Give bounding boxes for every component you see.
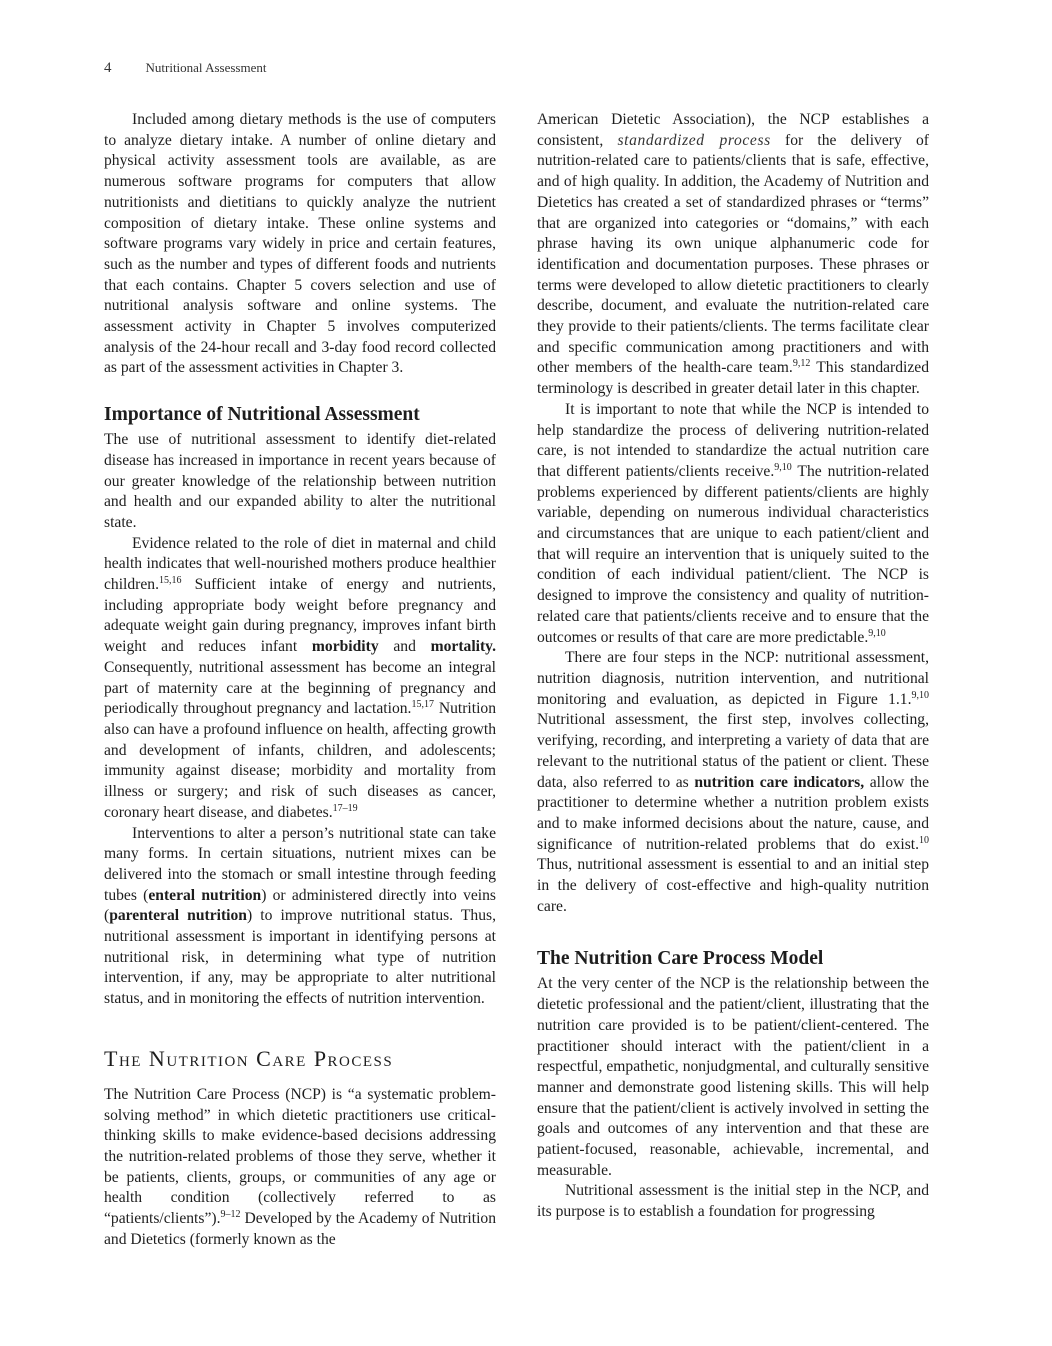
citation: 9,12 bbox=[792, 358, 811, 370]
key-term: parenteral nutrition bbox=[109, 907, 247, 925]
key-term: mortality. bbox=[430, 638, 497, 656]
text-run: The nutrition-related problems experienced by different patients/clients are highly variable, depending on numerous individual characteristics and circumstances that are unique to each patient/client and that will require an intervention that is uniquely suited to the condition of each individual patient/client. The NCP is designed to improve the consistency and quality of nutrition-related care that patients/clients receive and to ensure that the outcomes or results of that care are more predictable. bbox=[537, 462, 929, 646]
key-term: enteral nutrition bbox=[148, 886, 262, 904]
text-run: Interventions to alter a person’s nutritional state can take many forms. In certain situations, nutrient mixes can be delivered into the stomach or small intestine through feeding tubes ( bbox=[104, 824, 496, 904]
text-run: ) to improve nutritional status. Thus, nutritional assessment is important in identifying persons at nutritional risk, in determining what type of nutrition intervention, if any, may be appropriate to alter nutritional status, and in monitoring the effects of nutrition intervention. bbox=[104, 907, 496, 1008]
citation: 9,10 bbox=[774, 461, 792, 473]
text-run: It is important to note that while the NCP is intended to help standardize the process of delivering nutrition-related care, is not intended to standardize the actual nutrition care that different patients/clients receive. bbox=[537, 400, 929, 480]
running-title: Nutritional Assessment bbox=[145, 60, 267, 75]
citation: 9,10 bbox=[911, 689, 929, 701]
text-run: Nutritional assessment is the initial step in the NCP, and its purpose is to establish a foundation for progressing bbox=[537, 1182, 929, 1221]
text-run: Developed by the Academy of Nutrition and Dietetics (formerly known as the bbox=[104, 1210, 496, 1248]
text-run: There are four steps in the NCP: nutritional assessment, nutrition diagnosis, nutrition intervention, and nutritional monitoring and evaluation, as depicted in Figure 1.1. bbox=[537, 649, 929, 708]
paragraph-ncp-standardized bbox=[537, 110, 929, 400]
text-run: Sufficient intake of energy and nutrients, including appropriate body weight before pregnancy and adequate weight gain during pregnancy, improves infant birth weight and reduces infant bbox=[104, 576, 496, 656]
emphasis: standardized process bbox=[617, 131, 771, 149]
text-run: Thus, nutritional assessment is essential to and an initial step in the delivery of cost-effective and high-quality nutrition care. bbox=[537, 856, 929, 915]
text-run: At the very center of the NCP is the relationship between the dietetic professional and the patient/client, illustrating that the nutrition care provided is to be patient/client-centered. The practitioner should interact with the patient/client in a respectful, empathetic, nonjudgmental, and culturally sensitive manner and demonstrate good listening skills. This will help ensure that the patient/client is actively involved in setting the goals and outcomes of any intervention and that these are patient-focused, reasonable, achievable, incremental, and measurable. bbox=[537, 975, 929, 1179]
text-run: ) or administered directly into veins ( bbox=[104, 886, 496, 925]
key-term: morbidity bbox=[311, 638, 379, 656]
paragraph-importance-intro bbox=[104, 430, 496, 534]
citation: 15,16 bbox=[159, 575, 182, 587]
citation: 9–12 bbox=[220, 1209, 241, 1221]
paragraph-ncp-definition bbox=[104, 1085, 496, 1251]
text-run: and bbox=[378, 638, 431, 656]
text-run: The use of nutritional assessment to identify diet-related disease has increased in importance in recent years because of our greater knowledge of the relationship between nutrition and health and our expanded ability to alter the nutritional state. bbox=[104, 431, 496, 531]
text-run: Included among dietary methods is the use of computers to analyze dietary intake. A number of online dietary and physical activity assessment tools are available, as are numerous software programs for computers that allow nutritionists and dietitians to quickly analyze the nutrient composition of dietary intake. These online systems and software programs vary widely in price and certain features, such as the number and types of different foods and nutrients that each contains. Chapter 5 covers selection and use of nutritional analysis software and online systems. The assessment activity in Chapter 5 involves computerized analysis of the 24-hour recall and 3-day food record collected as part of the assessment activities in Chapter 3. bbox=[104, 111, 496, 377]
heading-ncp-model: The Nutrition Care Process Model bbox=[537, 948, 824, 970]
paragraph-ncp-not-standardize bbox=[537, 400, 929, 648]
paragraph-assessment-initial-step bbox=[537, 1181, 929, 1222]
text-run: for the delivery of nutrition-related care to patients/clients that is safe, effective, and of high quality. In addition, the Academy of Nutrition and Dietetics has created a set of standardized phrases or “terms” that are organized into categories or “domains,” with each phrase having its own unique alphanumeric code for identification and documentation purposes. These phrases or terms were developed to allow dietetic practitioners to clearly describe, document, and evaluate the nutrition-related care they provide to their patients/clients. The terms facilitate clear and specific communication among practitioners and with other members of the health-care team. bbox=[537, 131, 929, 377]
heading-importance: Importance of Nutritional Assessment bbox=[104, 404, 420, 426]
paragraph-computer-analysis bbox=[104, 110, 496, 379]
left-column bbox=[104, 110, 496, 1250]
paragraph-four-steps bbox=[537, 648, 929, 917]
running-head bbox=[104, 60, 266, 77]
page-number: 4 bbox=[104, 60, 112, 76]
text-run: Consequently, nutritional assessment has become an integral part of maternity care at the beginning of pregnancy and periodically throughout pregnancy and lactation. bbox=[104, 658, 496, 718]
key-term: nutrition care indicators, bbox=[694, 773, 865, 791]
paragraph-maternal-health bbox=[104, 534, 496, 824]
text-run: Evidence related to the role of diet in maternal and child health indicates that well-nourished mothers produce healthier children. bbox=[104, 534, 496, 594]
text-run: This standardized terminology is described in greater detail later in this chapter. bbox=[537, 359, 929, 398]
citation: 10 bbox=[919, 834, 929, 846]
text-run: The Nutrition Care Process (NCP) is “a systematic problem-solving method” in which dietetic practitioners use critical-thinking skills to make evidence-based decisions addressing the nutrition-related problems of those they serve, whether it be patients, clients, groups, or communities of any age or health condition (collectively referred to as “patients/clients”). bbox=[104, 1085, 496, 1228]
text-run: allow the practitioner to determine whether a nutrition problem exists and to make informed decisions about the nature, cause, and significance of nutrition-related problems that do exist. bbox=[537, 773, 930, 853]
paragraph-ncp-center bbox=[537, 974, 929, 1181]
citation: 15,17 bbox=[411, 699, 434, 711]
citation: 9,10 bbox=[868, 627, 886, 639]
text-run: Nutritional assessment, the first step, involves collecting, verifying, recording, and interpreting a variety of data that are relevant to the nutritional status of the patient or client. These data, also referred to as bbox=[537, 711, 929, 791]
heading-nutrition-care-process: The Nutrition Care Process bbox=[104, 1045, 394, 1071]
citation: 17–19 bbox=[332, 802, 358, 814]
text-run: Nutrition also can have a profound influence on health, affecting growth and development of infants, children, and adolescents; immunity against disease; morbidity and mortality from illness or surgery; and risk of such diseases as cancer, coronary heart disease, and diabetes. bbox=[104, 700, 497, 821]
text-run: American Dietetic Association), the NCP establishes a consistent, bbox=[537, 111, 929, 149]
right-column bbox=[537, 110, 929, 1223]
paragraph-interventions bbox=[104, 824, 496, 1010]
